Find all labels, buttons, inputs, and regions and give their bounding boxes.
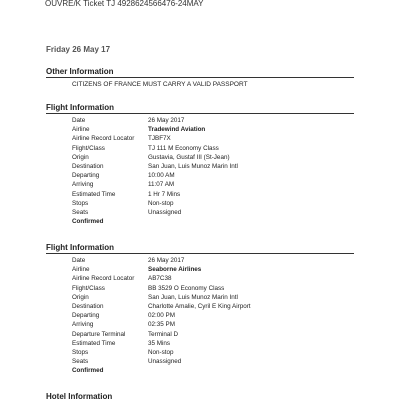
flight2-row-airline (72, 265, 362, 274)
row-label: Stops (72, 348, 89, 356)
flight1-row-estimated-time (72, 190, 362, 199)
flight1-row-destination (72, 162, 362, 171)
row-label: Seats (72, 358, 89, 366)
airline-name: Tradewind Aviation (148, 126, 206, 134)
flight2-row-destination (72, 302, 362, 311)
airline-name: Seaborne Airlines (148, 266, 202, 274)
flight2-row-locator (72, 274, 362, 283)
flight1-row-flight-class (72, 144, 362, 153)
row-label: Arriving (72, 321, 94, 329)
row-value: 11:07 AM (148, 181, 175, 189)
row-value: 02:00 PM (148, 312, 175, 320)
other-info-title: Other Information (46, 67, 114, 76)
row-label: Airline (72, 266, 90, 274)
flight1-row-origin (72, 153, 362, 162)
flight1-row-airline (72, 125, 362, 134)
row-label: Seats (72, 208, 89, 216)
fare-class: M Economy Class (166, 144, 219, 152)
row-value: San Juan, Luis Munoz Marin Intl (148, 162, 238, 170)
flight1-row-date (72, 116, 362, 125)
row-label: Estimated Time (72, 339, 116, 347)
flight2-row-seats (72, 357, 362, 366)
row-label: Origin (72, 153, 89, 161)
row-label: Estimated Time (72, 190, 116, 198)
day-header: Friday 26 May 17 (46, 45, 111, 54)
row-value: 26 May 2017 (148, 257, 185, 264)
row-value: Non-stop (148, 348, 174, 356)
flight2-row-arriving (72, 320, 362, 329)
row-value: 02:35 PM (148, 321, 175, 329)
row-label: Date (72, 117, 86, 124)
passport-notice: CITIZENS OF FRANCE MUST CARRY A VALID PASSPORT (72, 81, 248, 88)
flight2-details (72, 256, 362, 375)
row-label: Destination (72, 162, 104, 170)
row-label: Airline Record Locator (72, 275, 135, 283)
row-label: Departure Terminal (72, 330, 126, 338)
flight2-row-estimated-time (72, 339, 362, 348)
flight-number: BB 3529 (148, 284, 173, 292)
flight1-row-seats (72, 208, 362, 217)
flight2-title: Flight Information (46, 243, 114, 252)
row-label: Flight/Class (72, 284, 105, 292)
row-value: 26 May 2017 (148, 117, 185, 124)
row-label: Departing (72, 172, 100, 180)
flight1-row-locator (72, 134, 362, 143)
flight2-row-departing (72, 311, 362, 320)
row-value: Gustavia, Gustaf III (St-Jean) (148, 153, 230, 161)
other-info-rule (46, 77, 354, 78)
row-value: 1 Hr 7 Mins (148, 190, 181, 198)
flight1-row-arriving (72, 180, 362, 189)
row-label: Flight/Class (72, 144, 105, 152)
row-label: Origin (72, 293, 89, 301)
fare-class: O Economy Class (172, 284, 225, 292)
row-value: Unassigned (148, 208, 182, 216)
hotel-info-title: Hotel Information (46, 392, 113, 401)
row-value: 10:00 AM (148, 172, 175, 180)
flight2-row-stops (72, 348, 362, 357)
row-label: Departing (72, 312, 100, 320)
row-value: 35 Mins (148, 339, 171, 347)
flight1-row-stops (72, 199, 362, 208)
flight-number: TJ 111 (148, 144, 167, 152)
flight2-row-departure-terminal (72, 330, 362, 339)
flight2-row-origin (72, 293, 362, 302)
row-value: Unassigned (148, 358, 182, 366)
ticket-line: OUVRE/K Ticket TJ 4928624566476-24MAY (45, 0, 204, 8)
row-value: Charlotte Amalie, Cyril E King Airport (148, 302, 251, 310)
row-value: Non-stop (148, 199, 174, 207)
flight2-row-flight-class (72, 284, 362, 293)
row-value: San Juan, Luis Munoz Marin Intl (148, 293, 238, 301)
flight1-status: Confirmed (72, 218, 104, 226)
flight2-row-date (72, 256, 362, 265)
flight1-title: Flight Information (46, 103, 114, 112)
row-value: TJBF7X (148, 135, 171, 143)
row-label: Stops (72, 199, 89, 207)
flight1-details (72, 116, 362, 226)
flight1-rule (46, 113, 354, 114)
flight1-row-departing (72, 171, 362, 180)
flight2-status: Confirmed (72, 367, 104, 375)
row-label: Airline Record Locator (72, 135, 135, 143)
row-label: Date (72, 257, 86, 264)
flight2-rule (46, 253, 354, 254)
row-value: AB7C38 (148, 275, 172, 283)
row-label: Airline (72, 126, 90, 134)
row-value: Terminal D (148, 330, 179, 338)
row-label: Destination (72, 302, 104, 310)
row-label: Arriving (72, 181, 94, 189)
